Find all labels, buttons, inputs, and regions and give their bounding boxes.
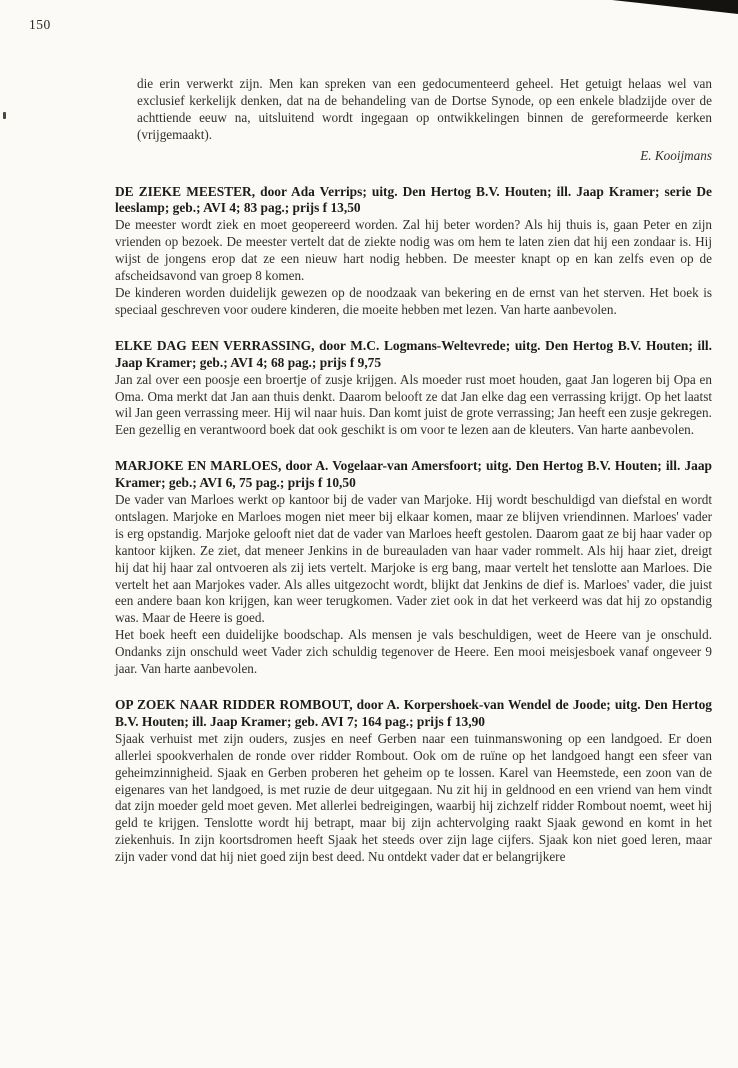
review-section-marjoke-en-marloes <box>115 458 712 678</box>
review-body <box>115 372 712 440</box>
page-content <box>115 76 712 866</box>
scan-corner-artifact <box>612 0 738 14</box>
review-section-op-zoek-naar-ridder-rombout <box>115 697 712 866</box>
review-paragraph: De meester wordt ziek en moet geopereerd worden. Zal hij beter worden? Als hij thuis is, gaan Peter en zijn vrienden op bezoek. De meester vertelt dat de ziekte nodig was om hem te laten zien dat hij een zondaar is. Hij wijst de jongens erop dat ze een nieuw hart nodig hebben. De meester knapt op en kan zelfs even op de afscheidsavond van groep 8 komen. <box>115 217 712 284</box>
review-paragraph: De vader van Marloes werkt op kantoor bij de vader van Marjoke. Hij wordt beschuldigd van diefstal en wordt ontslagen. Marjoke en Marloes mogen niet meer bij elkaar komen, maar ze blijven vriendinnen. Marloes' vader is erg opstandig. Marjoke gelooft niet dat de vader van Marloes heeft gestolen. Daarom gaat ze bij haar vader op kantoor kijken. Ze ziet, dat meneer Jenkins in de bureauladen van haar vader rommelt. Als hij haar ziet, dreigt hij dat hij haar zal ontvoeren als zij iets vertelt. Marjoke is erg bang, maar vertelt het tenslotte aan Marloes. Die vertelt het aan Marjokes vader. Als alles uitgezocht wordt, blijkt dat Jenkins de dief is. Marloes' vader, die juist een andere baan kon krijgen, kan weer terugkomen. Vader ziet ook in dat het verkeerd was dat hij zo opstandig was. Maar de Heere is goed. <box>115 492 712 626</box>
scan-edge-speck <box>3 112 6 119</box>
review-body <box>115 492 712 678</box>
review-section-de-zieke-meester <box>115 184 712 319</box>
review-heading: ELKE DAG EEN VERRASSING, door M.C. Logmans-Weltevrede; uitg. Den Hertog B.V. Houten; ill. Jaap Kramer; geb.; AVI 4; 68 pag.; prijs f 9,75 <box>115 337 712 370</box>
review-paragraph: De kinderen worden duidelijk gewezen op de noodzaak van bekering en de ernst van het sterven. Het boek is speciaal geschreven voor oudere kinderen, die moeite hebben met lezen. Van harte aanbevolen. <box>115 284 712 317</box>
review-body <box>115 731 712 866</box>
review-paragraph: Jan zal over een poosje een broertje of zusje krijgen. Als moeder rust moet houden, gaat Jan logeren bij Opa en Oma. Oma merkt dat Jan aan thuis denkt. Daarom belooft ze dat Jan elke dag een verrassing krijgt. Op het laatst wil Jan geen verrassing meer. Hij wil naar huis. Dan komt juist de grote verrassing; Jan heeft een zusje gekregen. <box>115 371 712 421</box>
review-paragraph: Sjaak verhuist met zijn ouders, zusjes en neef Gerben naar een tuinmanswoning op een landgoed. Er doen allerlei spookverhalen de ronde over ridder Rombout. Ook om de ruïne op het landgoed hangt een sfeer van geheimzinnigheid. Sjaak en Gerben proberen het geheim op te lossen. Karel van Heemstede, een zoon van de eigenares van het landgoed, is met ruzie de deur uitgegaan. Nu zit hij in geldnood en een vriend van hem vindt dat zijn moeder geld moet geven. Met allerlei bedreigingen, waarbij hij zichzelf ridder Rombout noemt, weet hij geld te krijgen. Tenslotte wordt hij betrapt, maar bij zijn achtervolging raakt Sjaak gewond en komt in het ziekenhuis. In zijn koortsdromen heeft Sjaak het steeds over zijn lage cijfers. Sjaak kon niet goed leren, maar zijn vader vond dat hij niet goed zijn best deed. Nu ontdekt vader dat er belangrijkere <box>115 730 712 865</box>
page-number: 150 <box>29 17 51 32</box>
review-heading: MARJOKE EN MARLOES, door A. Vogelaar-van Amersfoort; uitg. Den Hertog B.V. Houten; ill. Jaap Kramer; geb.; AVI 6, 75 pag.; prijs f 10,50 <box>115 458 712 491</box>
reviewer-signature: E. Kooijmans <box>640 147 712 163</box>
intro-paragraph: die erin verwerkt zijn. Men kan spreken van een gedocumenteerd geheel. Het getuigt helaas wel van exclusief kerkelijk denken, dat na de behandeling van de Dortse Synode, op een enkele bladzijde over de achttiende eeuw na, uitsluitend wordt ingegaan op ontwikkelingen binnen de gereformeerde kerken (vrijgemaakt). <box>137 76 712 142</box>
review-paragraph: Het boek heeft een duidelijke boodschap. Als mensen je vals beschuldigen, weet de Heere van je onschuld. Ondanks zijn onschuld weet Vader zich schuldig tegenover de Heere. Een mooi meisjesboek vanaf ongeveer 9 jaar. Van harte aanbevolen. <box>115 627 712 677</box>
review-paragraph: Een gezellig en verantwoord boek dat ook geschikt is om voor te lezen aan de kleuters. Van harte aanbevolen. <box>115 422 695 438</box>
review-body <box>115 217 712 318</box>
intro-section <box>137 76 712 165</box>
review-heading: OP ZOEK NAAR RIDDER ROMBOUT, door A. Korpershoek-van Wendel de Joode; uitg. Den Hertog B.V. Houten; ill. Jaap Kramer; geb. AVI 7; 164 pag.; prijs f 13,90 <box>115 697 712 729</box>
review-heading: DE ZIEKE MEESTER, door Ada Verrips; uitg. Den Hertog B.V. Houten; ill. Jaap Kramer; serie De leeslamp; geb.; AVI 4; 83 pag.; prijs f 13,50 <box>115 183 712 216</box>
review-section-elke-dag-een-verrassing <box>115 338 712 439</box>
